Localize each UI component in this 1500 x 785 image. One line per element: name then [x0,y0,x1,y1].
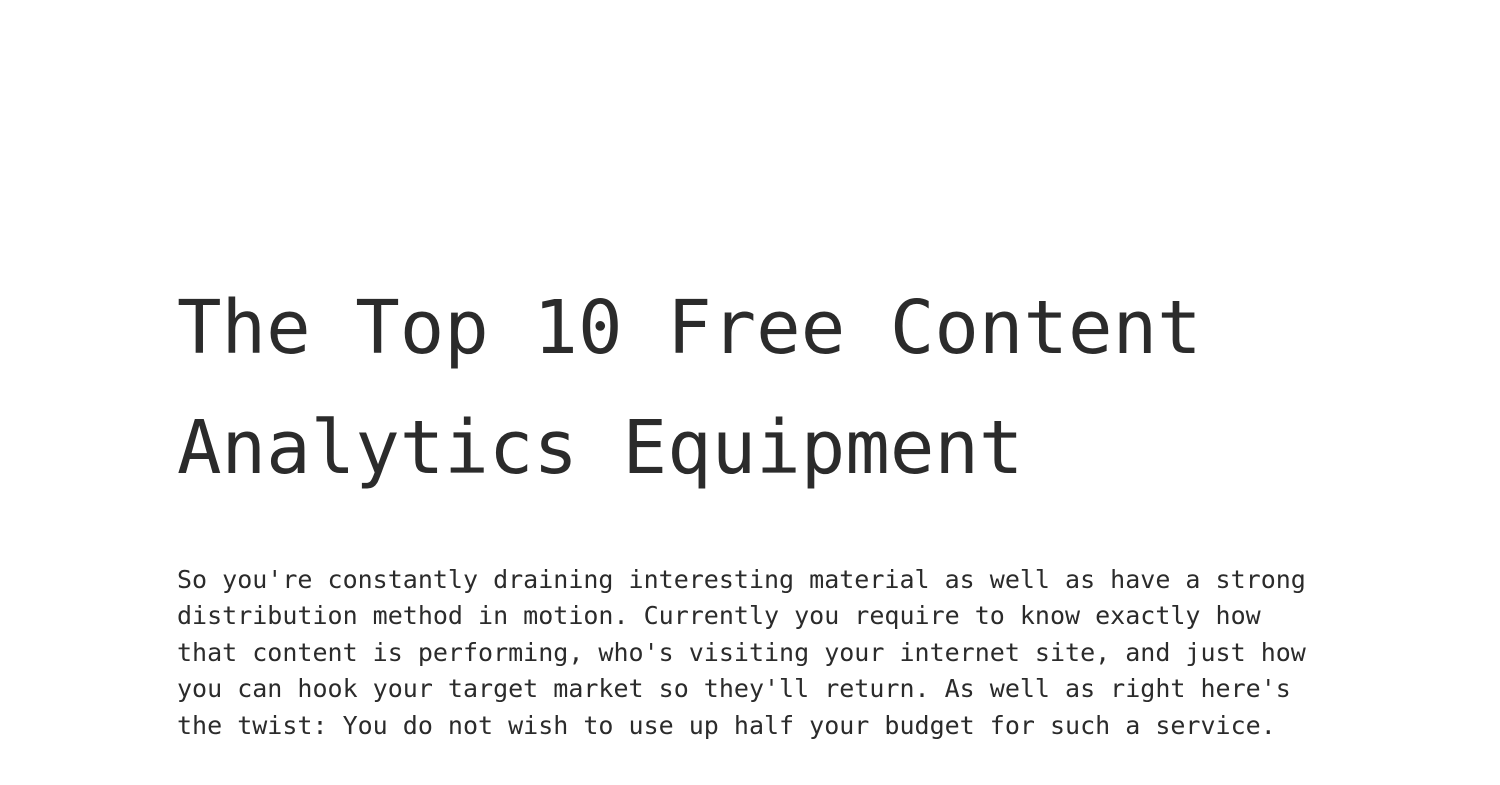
page-title: The Top 10 Free Content Analytics Equipment [177,285,1202,491]
intro-paragraph: So you're constantly draining interesting material as well as have a strong distribution method in motion. Currently you require to know exactly how that content is performing, who's visiting your internet site, and just how you can hook your target market so they'll return. As well as right here's the twist: You do not wish to use up half your budget for such a service. [177,565,1306,740]
article [177,268,1327,744]
